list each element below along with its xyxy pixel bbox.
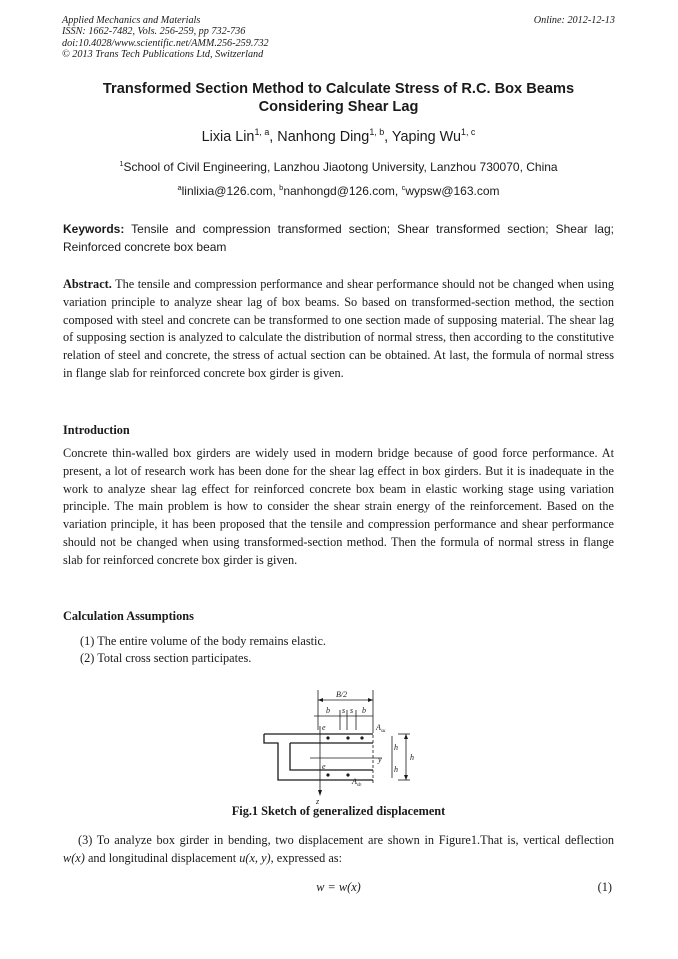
doi: doi:10.4028/www.scientific.net/AMM.256-259.732 xyxy=(62,37,269,49)
abstract xyxy=(63,276,614,383)
abstract-text: The tensile and compression performance and shear performance should not be changed when using variation principle to analyze shear lag of box beams. So based on transformed-section method, the section composed with steel and concrete can be transformed to one section made of supposing material. The shear lag of supposing section is analyzed to calculate the distribution of normal stress, then according to the constitutive relation of steel and concrete, the stress of actual section can be obtained. At last, the formula of normal stress in flange slab for reinforced concrete box girder is given. xyxy=(63,277,614,380)
online-date: Online: 2012-12-13 xyxy=(533,15,615,26)
section-heading-calculation-assumptions: Calculation Assumptions xyxy=(63,609,194,623)
label-b-left: b xyxy=(326,706,330,715)
assumption-item: (1) The entire volume of the body remains elastic. xyxy=(80,634,326,648)
email-link[interactable]: wypsw@163.com xyxy=(405,184,500,198)
label-e1: e xyxy=(322,723,326,732)
affiliation-sup: 1 xyxy=(119,159,124,169)
paragraph-3-text: (3) To analyze box girder in bending, two displacement are shown in Figure1.That is, vertical deflection xyxy=(78,833,614,847)
paragraph-3 xyxy=(63,832,614,868)
abstract-label: Abstract. xyxy=(63,277,112,291)
label-s1: s xyxy=(342,706,346,715)
paper-title: Transformed Section Method to Calculate Stress of R.C. Box Beams Considering Shear Lag xyxy=(102,81,575,115)
author-sup: 1, b xyxy=(369,127,385,138)
label-h2: h xyxy=(394,765,398,774)
assumption-item: (2) Total cross section participates. xyxy=(80,651,252,665)
z-axis-arrow xyxy=(318,790,322,796)
label-a-bottom: $A_{sb}$ xyxy=(352,777,362,788)
author-list: Lixia Lin$^{1, a}$, Nanhong Ding$^{1, b}$, Yaping Wu$^{1, c}$ xyxy=(201,127,476,145)
issn: ISSN: 1662-7482, Vols. 256-259, pp 732-736 xyxy=(62,26,246,38)
math-u-of-xy: u(x, y) xyxy=(239,850,271,865)
label-a-top: $A_{su}$ xyxy=(376,723,386,734)
equation-expression: w = w(x) xyxy=(316,880,361,894)
author-name: Nanhong Ding xyxy=(277,129,370,145)
author-sup: 1, a xyxy=(254,127,270,138)
label-half-width: B/2 xyxy=(336,690,348,699)
author-name: Lixia Lin xyxy=(201,129,255,145)
section-heading-introduction: Introduction xyxy=(63,423,130,437)
paragraph-3-text: , expressed as: xyxy=(270,850,343,865)
author-name: Yaping Wu xyxy=(391,129,461,145)
label-h-total: h xyxy=(410,753,414,762)
figure-caption: Fig.1 Sketch of generalized displacement xyxy=(231,804,446,818)
journal-name: Applied Mechanics and Materials xyxy=(62,15,201,26)
math-w-of-x: w(x) xyxy=(63,850,85,865)
box-girder-outline xyxy=(264,730,373,784)
label-h1: h xyxy=(394,743,398,752)
running-header xyxy=(62,15,615,60)
paragraph-3-text: and longitudinal displacement xyxy=(87,850,237,865)
label-y-axis: y xyxy=(378,755,382,764)
y-axis xyxy=(310,726,382,794)
label-s2: s xyxy=(350,706,354,715)
label-z-axis: z xyxy=(316,797,320,804)
email-sup: c xyxy=(401,183,406,193)
keywords-label: Keywords: xyxy=(63,222,125,236)
email-sup: a xyxy=(177,183,182,193)
copyright: © 2013 Trans Tech Publications Ltd, Switzerland xyxy=(62,48,264,60)
figure-box-section-sketch xyxy=(250,686,430,804)
affiliation xyxy=(62,160,615,174)
email-sup: b xyxy=(279,183,284,193)
label-e2: e xyxy=(322,762,326,771)
email-list: $^a$linlixia@126.com, $^b$nanhongd@126.com, $^c$wypsw@163.com xyxy=(177,183,500,198)
keywords xyxy=(63,221,614,256)
equation-number: (1) xyxy=(597,880,612,894)
email-link[interactable]: linlixia@126.com xyxy=(181,184,273,198)
keywords-text: Tensile and compression transformed section; Shear transformed section; Shear lag; Reinforced concrete box beam xyxy=(63,222,614,254)
author-sup: 1, c xyxy=(461,127,476,138)
affiliation-text: School of Civil Engineering, Lanzhou Jiaotong University, Lanzhou 730070, China xyxy=(123,160,558,174)
label-b-right: b xyxy=(362,706,366,715)
email-link[interactable]: nanhongd@126.com xyxy=(283,184,395,198)
introduction-text: Concrete thin-walled box girders are widely used in modern bridge because of good force performance. At present, a lot of research work has been done for the shear lag effect in box girders. But it is inadequate in the work to analyze shear lag effect for reinforced concrete box beam in elastic working stage using variation principle. The main problem is how to consider the shear strain energy of the reinforcement. Based on the variation principle, it has been proposed that the tensile and compression performance and shear performance should not be changed when using transformed-section method. Then the formula of normal stress in flange slab for reinforced concrete box girder is given. xyxy=(63,446,614,567)
